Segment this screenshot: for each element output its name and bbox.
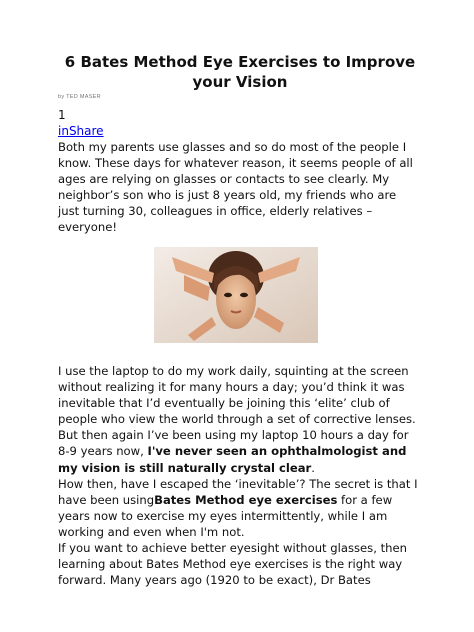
text-line: I use the laptop to do my work daily, squinting at the screen bbox=[58, 364, 409, 378]
author-byline: by TED MASER bbox=[58, 94, 101, 100]
text-line: without realizing it for many hours a day; you’d think it was bbox=[58, 380, 405, 395]
text-line: Both my parents use glasses and so do most of the people I bbox=[58, 140, 407, 154]
text-line: working and even when I'm not. bbox=[58, 524, 245, 539]
text-run: 8-9 years now, bbox=[58, 444, 148, 459]
text-line: neighbor’s son who is just 8 years old, my friends who are bbox=[58, 188, 397, 203]
photo-illustration bbox=[154, 247, 318, 343]
text-line: If you want to achieve better eyesight without glasses, then bbox=[58, 541, 407, 556]
text-line: just turning 30, colleagues in office, elderly relatives – bbox=[58, 204, 373, 219]
paragraph-intro bbox=[58, 139, 428, 236]
text-line-mixed bbox=[58, 443, 428, 459]
paragraph-main bbox=[58, 363, 428, 588]
text-line: know. These days for whatever reason, it seems people of all bbox=[58, 156, 413, 171]
woman-framing-eye-image bbox=[154, 247, 318, 343]
inshare-link[interactable]: inShare bbox=[58, 124, 104, 138]
text-run: . bbox=[311, 460, 315, 475]
text-line: ages are relying on glasses or contacts to see clearly. My bbox=[58, 172, 390, 187]
title-line-1: 6 Bates Method Eye Exercises to Improve bbox=[64, 53, 416, 71]
text-line: learning about Bates Method eye exercises is the right way bbox=[58, 557, 403, 572]
text-line: How then, have I escaped the ‘inevitable’? The secret is that I bbox=[58, 476, 418, 491]
bold-text-run: Bates Method eye exercises bbox=[154, 492, 338, 507]
text-run: for a few bbox=[337, 492, 393, 507]
text-line: But then again I’ve been using my laptop 10 hours a day for bbox=[58, 428, 409, 443]
share-count: 1 bbox=[58, 108, 66, 122]
bold-text-run: my vision is still naturally crystal clear bbox=[58, 460, 312, 475]
text-line: everyone! bbox=[58, 220, 117, 235]
text-line: people who view the world through a set of corrective lenses. bbox=[58, 412, 416, 427]
text-line: years now to exercise my eyes intermittently, while I am bbox=[58, 508, 388, 523]
text-run: have been using bbox=[58, 492, 155, 507]
text-line: forward. Many years ago (1920 to be exact), Dr Bates bbox=[58, 573, 371, 588]
text-line-mixed bbox=[58, 492, 428, 508]
bold-text-run: I've never seen an ophthalmologist and bbox=[147, 444, 407, 459]
article-title bbox=[40, 52, 440, 92]
text-line-mixed bbox=[58, 460, 428, 476]
title-line-2: your Vision bbox=[192, 73, 288, 91]
text-line: inevitable that I’d eventually be joining this ‘elite’ club of bbox=[58, 396, 390, 411]
